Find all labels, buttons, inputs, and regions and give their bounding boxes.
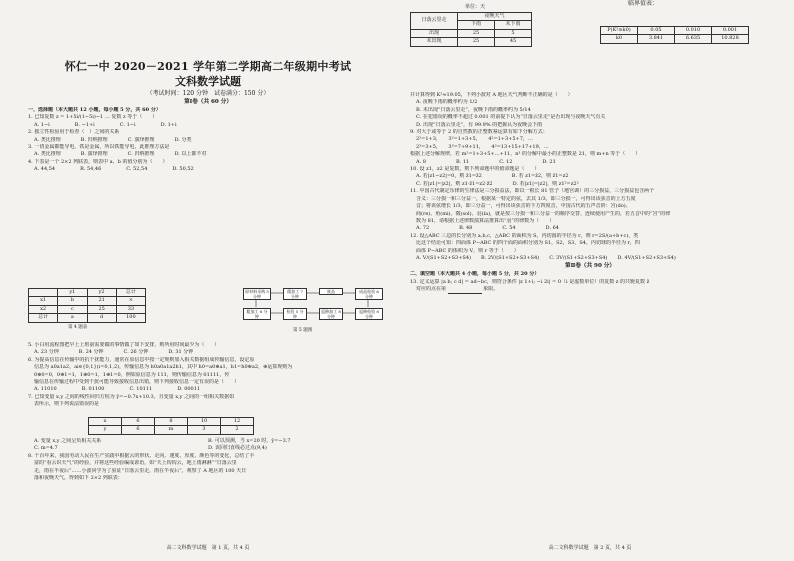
question-9: 9. 对大于或等于 2 的自然数的正整数幂运算有如下分解方式：: [410, 129, 548, 136]
table-cell: d: [87, 314, 116, 322]
exam-subtitle: 文科数学试题: [175, 75, 241, 88]
question-8-option-c: C. 在犯错误的概率不超过 0.001 的前提下认为“日落云里走”是否出现与夜晚天气有关: [416, 114, 606, 121]
question-11: 11. 中国古代制定乐律的生律法是三分损益法，即以一根长 81 管子（地宫调）的三分损益，三分损益包含两个: [410, 188, 655, 195]
table-cell: 日落云里走: [411, 13, 458, 30]
table-cell: 6: [122, 418, 155, 426]
page-left: [28, 60, 388, 551]
page-footer-right: 高二文科数学试题 第 2 页，共 4 页: [548, 544, 632, 551]
table-cell: 45: [495, 38, 532, 46]
table-row: [29, 305, 146, 313]
question-11-line5: 数为 81，请根据上述律数演算法推算出“羽”的律数为（ ）: [416, 217, 555, 224]
question-13: 13. 定义运算 |a b; c d| = ad−bc，则符合条件 |z 1+i; −i 2i| = 0（i 是虚数单位）的复数 z 的共轭复数 z̄: [410, 278, 650, 285]
right-top-tables: [410, 0, 770, 70]
critical-table-title: 临界值表：: [628, 0, 659, 7]
table-cell: 0.010: [675, 27, 712, 35]
question-11-options: A. 72 B. 48 C. 54 D. 64: [416, 225, 559, 232]
question-1: 1. 已知复数 z = 1+5i/(1−5i)−1 … 复数 z 等于（ ）: [28, 114, 158, 121]
table-cell: 25: [458, 38, 495, 46]
question-9-list2: 2³=3+5， 3³=7+9+11， 4³=13+15+17+19，…: [416, 143, 549, 150]
question-11-line4: 商(re)、角(mi)、徵(sol)、羽(la)，就是按三分损一和三分益一的顺序交替、连续使用产生的，若五音中的“宫”的律: [416, 210, 671, 217]
question-8-line4: 落和夜晚天气，得到如下 2×2 列联表：: [34, 475, 123, 482]
question-10-options-ab: A. 若|z1−z2|=0，则 z̄1=z̄2 B. 若 z1=z̄2，则 z̄1=z2: [416, 173, 569, 180]
table-row: [601, 27, 749, 35]
flow-box: 原材料采购 5 分钟: [243, 288, 271, 300]
question-8-option-a: A. 夜晚下雨的概率约为 1/2: [416, 99, 478, 106]
table-cell: 10: [188, 418, 221, 426]
table-cell: ×: [116, 297, 145, 305]
question-1-options: A. 1−i B. −1+i C. 1−i D. 1+i: [34, 121, 177, 128]
data-table-q7: [88, 417, 254, 435]
flow-box: 精加工 7 分钟: [283, 288, 307, 300]
question-7-option-d: D. 该回归直线必过点(9,4): [208, 445, 267, 452]
question-11-line3: 音；将该弦增长 1/3，即三分益一，可得出该弦音的下方四度音，中国古代的五声音阶：宫(do)、: [416, 203, 631, 210]
table-cell: k0: [601, 35, 638, 43]
question-7-options-cd: [28, 445, 388, 452]
question-12-line2: 比这个结论可知：四面体 P−ABC 的四个面的面积分别为 S1，S2，S3，S4，内切球的半径为 r，四: [416, 240, 640, 247]
table-cell: x1: [29, 297, 58, 305]
exam-info: （考试时间：120 分钟 试卷满分：150 分）: [146, 90, 270, 97]
flow-box: 废品: [319, 288, 343, 295]
question-6: 6. 为提高信息在传输中的抗干扰能力，通常在原信息中按一定规则加入相关数据组成传输信息，设定原: [28, 356, 255, 363]
table-cell: 10.828: [712, 35, 749, 43]
table-row: [411, 13, 532, 21]
table-row: [29, 314, 146, 322]
question-4-options: A. 44,54 B. 54,46 C. 52,54 D. 50,52: [34, 166, 194, 173]
question-4: 4. 下表是一个 2×2 列联表，则表中 a、b 的值分别为（ ）: [28, 158, 168, 165]
page-right: [410, 0, 770, 551]
section1-heading: 一、选择题（本大题共 12 小题，每小题 5 分，共 60 分）: [28, 107, 161, 113]
table-cell: 21: [87, 297, 116, 305]
table-cell: [29, 289, 58, 297]
table-cell: 25: [458, 29, 495, 37]
table-cell: 总计: [29, 314, 58, 322]
table-cell: 2: [221, 426, 254, 434]
flow-box: 成品检验 6 分钟: [355, 288, 383, 300]
table-cell: y: [89, 426, 122, 434]
answer-blank[interactable]: [448, 288, 482, 294]
question-2: 2. 独立性检验用于检查（ ）之间的关系: [28, 129, 120, 136]
contingency-table-q4: [28, 288, 146, 323]
question-5-options: A. 23 分钟 B. 24 分钟 C. 26 分钟 D. 31 分钟: [34, 349, 194, 356]
flow-box: 返修加工 8 分钟: [319, 308, 343, 320]
table-cell: 33: [116, 305, 145, 313]
question-12-line3: 面体 P−ABC 的体积为 V，则 r 等于（ ）: [416, 247, 519, 254]
question-5: 5. 小白用流程图把早上上班前需要做的事情做了如下安排，则所用时间最少为（ ）: [28, 342, 220, 348]
flow-box: 返修检验 8 分钟: [355, 308, 383, 320]
question-6-line3: 0⊕0=0，0⊕1=1，1⊕0=1，1⊕1=0，例如原信息为 111，则传输信息为 01111，传: [34, 371, 230, 378]
question-9-options: A. 8 B. 11 C. 12 D. 21: [416, 158, 556, 165]
question-6-line4: 输信息在传输过程中受到干扰可能导致接收信息出错，则下列接收信息一定有误的是（ ）: [34, 379, 240, 386]
table-cell: 5: [495, 29, 532, 37]
question-10-options-cd: C. 若|z1|=|z2|，则 z1·z̄1=z2·z̄2 D. 若|z1|=|z2|，则 z1²=z2²: [416, 180, 579, 187]
question-8-cont: 并计算得到 K²≈19.05，下列小波对 A 地区天气判断不正确的是（ ）: [410, 92, 573, 98]
question-7-line2: 表所示，则下列说法错误的是: [34, 401, 100, 408]
table-row: [601, 35, 749, 43]
question-12: 12. 设△ABC 三边的长分别为 a,b,c，△ABC 的面积为 S，内切圆的半径为 r，则 r=2S/(a+b+c)，类: [410, 232, 639, 239]
table-row: [29, 297, 146, 305]
table-row: [89, 418, 254, 426]
question-13-text-a: 对应的点在第: [416, 286, 447, 293]
flowchart-q5: [243, 283, 383, 335]
table-row: [411, 38, 532, 46]
part1-heading: 第Ⅰ卷（共 60 分）: [184, 99, 232, 105]
table-cell: 出现: [411, 29, 458, 37]
question-7-option-b: B. 可以预测，当 x=20 时，ŷ=−3.7: [208, 438, 291, 444]
table-cell: c: [58, 305, 87, 313]
table-cell: y1: [58, 289, 87, 297]
table-row: [89, 426, 254, 434]
question-10: 10. 设 z1，z2 是复数，则下列命题中的假命题是（ ）: [410, 166, 540, 173]
question-11-line2: 含义：三分损一和三分益一，根据某一特定的弦，去其 1/3，即三分损一，可得出该弦音的上方五度: [416, 195, 636, 202]
table-row: [29, 289, 146, 297]
part2-heading: 第Ⅱ卷（共 90 分）: [565, 263, 615, 270]
table-cell: 25: [87, 305, 116, 313]
fig4-caption: 第 4 题表: [68, 325, 88, 330]
fig5-caption: 第 5 题图: [293, 328, 313, 333]
exam-title: 怀仁一中 2020－2021 学年第二学期高二年级期中考试: [64, 60, 352, 73]
table-cell: x: [89, 418, 122, 426]
table-cell: 未下雨: [495, 21, 532, 29]
table-cell: a: [58, 314, 87, 322]
flow-box: 粗加工 6 分钟: [243, 308, 271, 320]
questions-5-8: [28, 342, 388, 409]
question-8-line3: 走，雨在半夜后”……小波同学为了验证“日落云里走，雨在半夜后”，观察了 A 地区的 100 天日: [34, 467, 247, 474]
question-8: 8. 千百年来，我国劳动人民在生产实践中根据云的形状、走向、速度、厚度、颜色等的变化，总结了丰: [28, 452, 255, 459]
flow-box: 检验 5 分钟: [283, 308, 307, 320]
question-2-options: A. 类比推理 B. 归纳推理 C. 演绎推理 D. 分类: [34, 136, 192, 143]
question-3: 3. 一切金属都能导电，铁是金属，所以铁能导电，此推理方法是: [28, 144, 170, 151]
table-cell: 0.001: [712, 27, 749, 35]
table-cell: 6: [122, 426, 155, 434]
table-cell: 3: [188, 426, 221, 434]
table-row: [411, 29, 532, 37]
question-9-line2: 根据上述分解规律，若 m²=1+3+5+…+11，n³ 的分解中最小的正整数是 21，则 m+n 等于（ ）: [410, 151, 641, 158]
question-3-options: A. 类比推理 B. 演绎推理 C. 归纳推理 D. 以上都不对: [34, 151, 207, 158]
table-cell: 12: [221, 418, 254, 426]
weather-contingency-table: [410, 12, 532, 47]
question-8-option-d: D. 出现“日落云里走”，有 99.9% 的把握认为夜晚会下雨: [416, 121, 543, 128]
question-7: 7. 已知变量 x,y 之间的线性回归方程为 ŷ=−0.7x+10.3，且变量 x,y 之间的一组相关数据如: [28, 393, 235, 400]
section2-heading: 二、填空题（本大题共 4 小题，每小题 5 分，共 20 分）: [410, 271, 540, 278]
right-questions: [410, 92, 770, 294]
table-cell: 夜晚天气: [458, 13, 532, 21]
table-cell: 总计: [116, 289, 145, 297]
question-12-options: A. V/(S1+S2+S3+S4) B. 2V/(S1+S2+S3+S4) C. 3V/(S1+S2+S3+S4) D. 4V/(S1+S2+S3+S4): [416, 254, 676, 261]
table-cell: P(K²≥k0): [601, 27, 638, 35]
table-cell: 6.635: [675, 35, 712, 43]
question-8-option-b: B. 未出现“日落云里走”，夜晚下雨的概率约为 5/14: [416, 106, 531, 113]
table-cell: y2: [87, 289, 116, 297]
question-6-line2: 信息为 a0a1a2，ai∈{0,1}(i=0,1,2)，传输信息为 h0a0a1a2h1，其中 h0=a0⊕a1，h1=h0⊕a2，⊕运算规则为: [34, 364, 293, 371]
table-cell: 8: [155, 418, 188, 426]
question-13-line2: [410, 286, 770, 293]
critical-value-table: [600, 26, 749, 44]
page-footer-left: 高二文科数学试题 第 1 页，共 4 页: [166, 544, 250, 551]
table-cell: 下雨: [458, 21, 495, 29]
table-cell: 0.05: [638, 27, 675, 35]
table-cell: m: [155, 426, 188, 434]
question-6-options: A. 11010 B. 01100 C. 10111 D. 00011: [34, 386, 201, 393]
table-cell: 未出现: [411, 38, 458, 46]
question-9-list1: 2²=1+3， 3²=1+3+5， 4²=1+3+5+7，…: [416, 136, 533, 143]
question-7-option-c: C. m=4.7: [34, 445, 58, 452]
unit-label: 单位：天: [465, 4, 486, 10]
table-cell: b: [58, 297, 87, 305]
table-cell: x2: [29, 305, 58, 313]
questions-7-8-cont: [28, 438, 388, 482]
table-cell: 100: [116, 314, 145, 322]
question-7-option-a: A. 变量 x,y 之间呈负相关关系: [34, 438, 102, 444]
table-cell: 3.841: [638, 35, 675, 43]
question-8-line2: 富的“看云识天气”的经验，并将这些经验编成谚语，如“天上钩钩云，地上雨淋淋”“日落云里: [34, 460, 237, 467]
question-13-text-b: 象限。: [483, 286, 499, 293]
